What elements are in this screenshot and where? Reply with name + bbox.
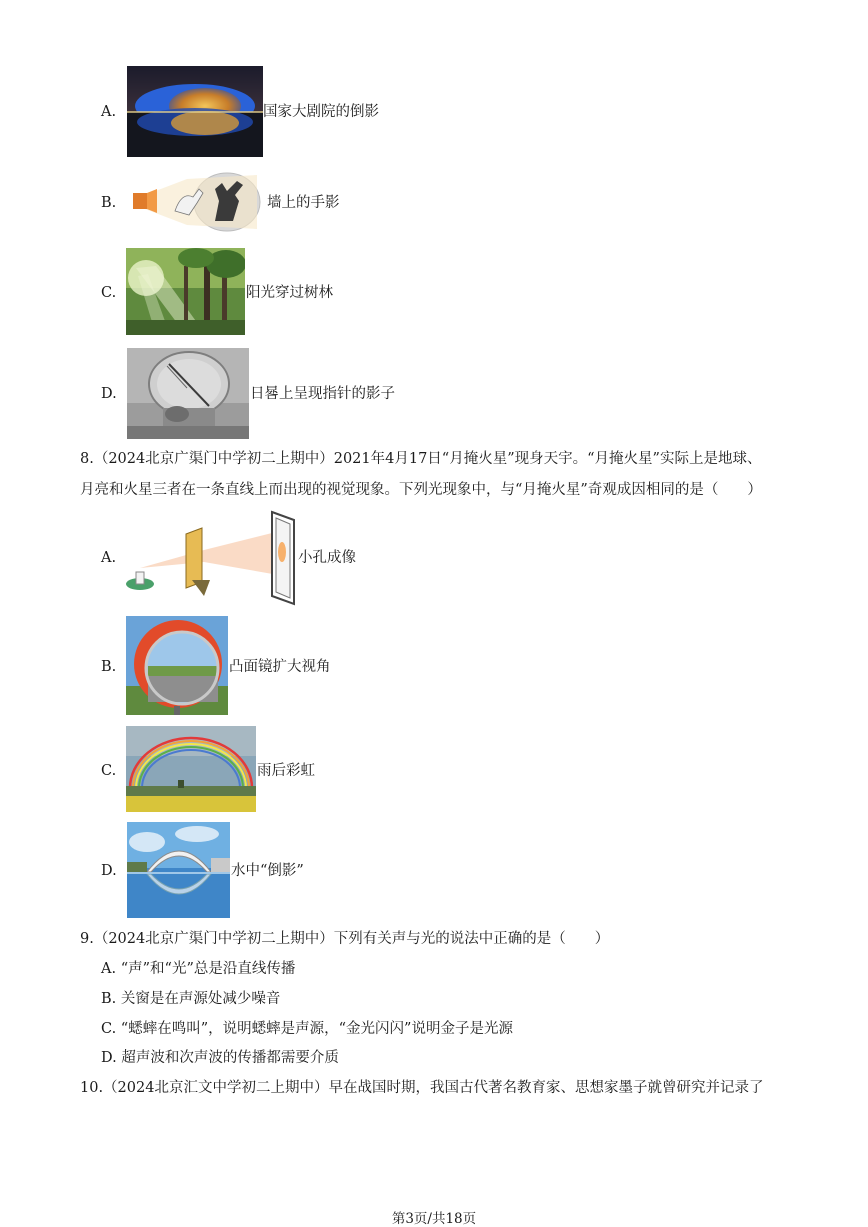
- option-label: A.: [101, 104, 117, 120]
- option-text: “声”和“光”总是沿直线传播: [120, 961, 296, 977]
- option-label: C.: [101, 763, 117, 779]
- option-text: “蟋蟀在鸣叫”，说明蟋蟀是声源，“金光闪闪”说明金子是光源: [120, 1021, 513, 1037]
- option-label: D.: [101, 386, 117, 402]
- q9-option-d: [101, 1048, 339, 1068]
- option-caption: 阳光穿过树林: [246, 285, 333, 301]
- option-caption: 日晷上呈现指针的影子: [250, 386, 395, 402]
- q9-option-b: [101, 989, 280, 1009]
- option-text: 关窗是在声源处减少噪音: [120, 991, 281, 1007]
- option-label: B.: [101, 991, 117, 1007]
- option-label: A.: [101, 550, 117, 566]
- sunlight-through-forest-photo: [126, 248, 245, 335]
- q8-stem-line1: 8.（2024北京广渠门中学初二上期中）2021年4月17日“月掩火星”现身天宇。“月掩火星”实际上是地球、: [80, 451, 762, 467]
- q9-option-c: [101, 1019, 513, 1039]
- convex-mirror-photo: [126, 616, 228, 715]
- option-caption: 国家大剧院的倒影: [263, 104, 379, 120]
- option-label: A.: [101, 961, 117, 977]
- q9-stem: 9.（2024北京广渠门中学初二上期中）下列有关声与光的说法中正确的是（ ）: [80, 931, 610, 947]
- q8-stem-line2: 月亮和火星三者在一条直线上而出现的视觉现象。下列光现象中，与“月掩火星”奇观成因相同的是（ ）: [80, 482, 762, 498]
- option-caption: 凸面镜扩大视角: [229, 659, 331, 675]
- q9-option-a: [101, 959, 295, 979]
- option-caption: 小孔成像: [298, 550, 356, 566]
- option-label: D.: [101, 1050, 117, 1066]
- rainbow-photo: [126, 726, 256, 812]
- option-label: D.: [101, 863, 117, 879]
- page-number: 第3页/共18页: [391, 1211, 477, 1227]
- option-caption: 雨后彩虹: [257, 763, 315, 779]
- pinhole-imaging-diagram: [124, 510, 298, 606]
- option-label: C.: [101, 1021, 117, 1037]
- option-label: B.: [101, 659, 117, 675]
- q10-stem-line1: 10.（2024北京汇文中学初二上期中）早在战国时期，我国古代著名教育家、思想家墨子就曾研究并记录了: [80, 1080, 764, 1096]
- sundial-shadow-photo: [127, 348, 249, 439]
- option-label: C.: [101, 285, 117, 301]
- option-caption: 水中“倒影”: [231, 863, 304, 879]
- hand-shadow-on-wall-illustration: [127, 171, 262, 233]
- national-theatre-reflection-photo: [127, 66, 263, 157]
- bridge-reflection-photo: [127, 822, 230, 918]
- option-caption: 墙上的手影: [267, 195, 340, 211]
- option-text: 超声波和次声波的传播都需要介质: [121, 1050, 339, 1066]
- option-label: B.: [101, 195, 117, 211]
